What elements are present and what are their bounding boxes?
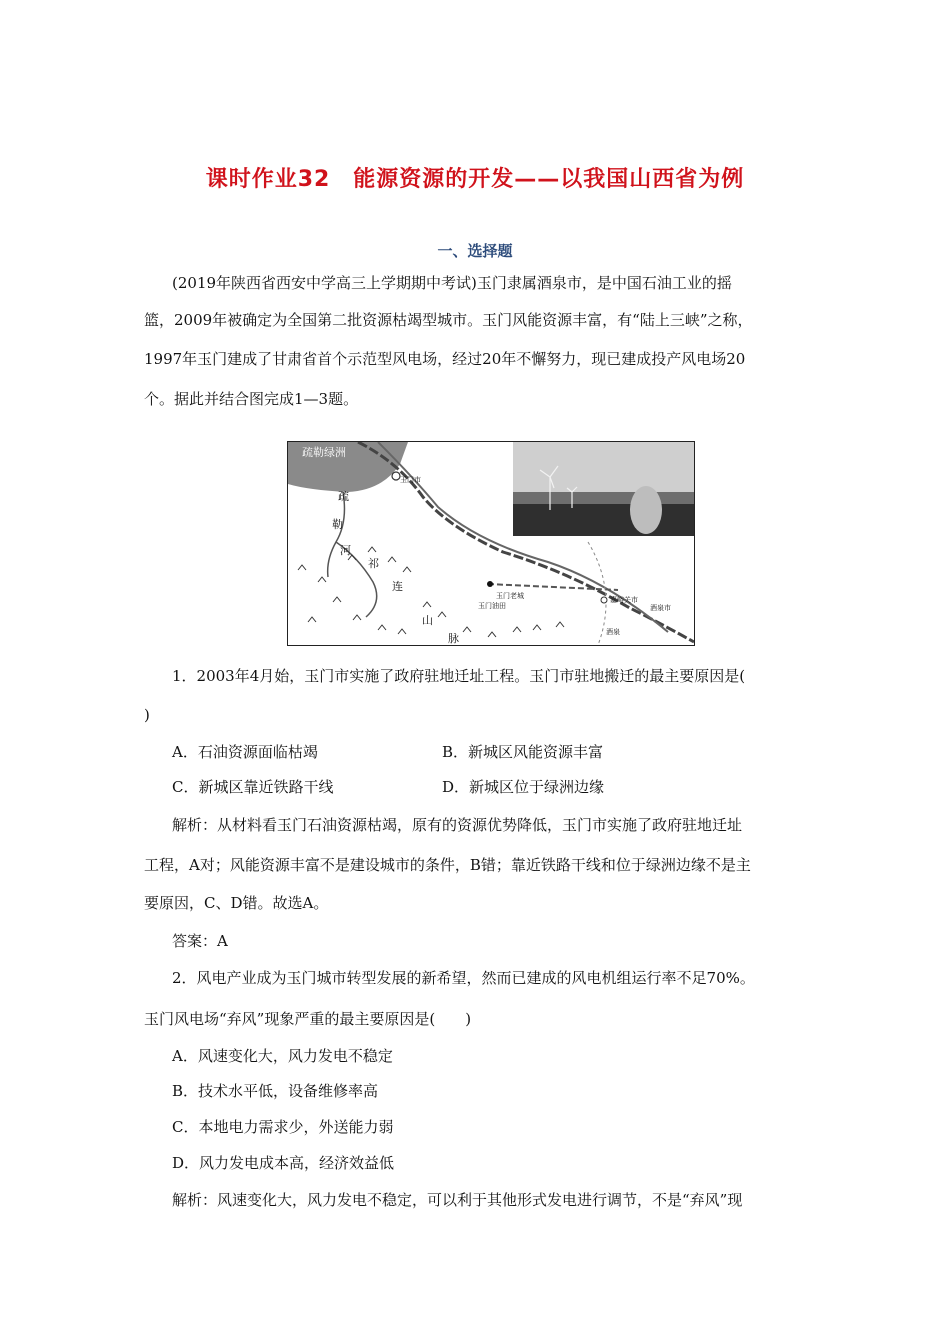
intro-line: 1997年玉门建成了甘肃省首个示范型风电场，经过20年不懈努力，现已建成投产风电场20	[144, 350, 746, 368]
map-svg	[288, 442, 694, 645]
question-stem: 玉门风电场“弃风”现象严重的最主要原因是( )	[144, 1010, 472, 1028]
mountain-label: 山	[422, 614, 433, 627]
question-stem: )	[144, 706, 150, 724]
option-a: A．风速变化大，风力发电不稳定	[172, 1047, 393, 1065]
page-title: 课时作业32 能源资源的开发——以我国山西省为例	[205, 167, 745, 192]
river-label: 河	[340, 544, 351, 557]
option-c: C．新城区靠近铁路干线	[172, 778, 334, 796]
section-heading: 一、选择题	[437, 242, 513, 260]
mountain-label: 祁	[368, 557, 379, 570]
intro-line: 篮，2009年被确定为全国第二批资源枯竭型城市。玉门风能资源丰富，有“陆上三峡”之称，	[144, 311, 753, 329]
analysis-line: 解析：风速变化大，风力发电不稳定，可以利于其他形式发电进行调节，不是“弃风”现	[172, 1191, 743, 1209]
question-stem: 2．风电产业成为玉门城市转型发展的新希望，然而已建成的风电机组运行率不足70%。	[172, 969, 755, 987]
option-d: D．新城区位于绿洲边缘	[442, 778, 605, 796]
option-c: C．本地电力需求少，外送能力弱	[172, 1118, 394, 1136]
answer-line: 答案：A	[172, 932, 228, 950]
river-label: 疏	[338, 490, 349, 503]
city-marker	[601, 597, 607, 603]
question-stem: 1．2003年4月始，玉门市实施了政府驻地迁址工程。玉门市驻地搬迁的最主要原因是(	[172, 667, 746, 685]
analysis-line: 要原因，C、D错。故选A。	[144, 894, 329, 912]
analysis-line: 工程，A对；风能资源丰富不是建设城市的条件，B错；靠近铁路干线和位于绿洲边缘不是主	[144, 856, 751, 874]
intro-line: (2019年陕西省西安中学高三上学期期中考试)玉门隶属酒泉市，是中国石油工业的摇	[172, 274, 732, 292]
place-label: 玉门油田	[478, 602, 506, 610]
oasis-label: 疏勒绿洲	[302, 446, 346, 459]
mountain-label: 脉	[448, 632, 459, 645]
place-label: 玉门市	[400, 476, 421, 484]
photo-object	[630, 486, 662, 534]
option-b: B．技术水平低，设备维修率高	[172, 1082, 379, 1100]
place-label: 嘉峪关市	[610, 596, 638, 604]
option-b: B．新城区风能资源丰富	[442, 743, 604, 761]
place-label: 酒泉	[606, 628, 620, 636]
intro-line: 个。据此并结合图完成1—3题。	[144, 390, 359, 408]
mountain-label: 连	[392, 580, 403, 593]
option-d: D．风力发电成本高，经济效益低	[172, 1154, 395, 1172]
river-label: 勒	[332, 518, 343, 531]
place-label: 酒泉市	[650, 604, 671, 612]
city-marker	[392, 472, 400, 480]
map-figure	[287, 441, 695, 646]
place-label: 玉门老城	[496, 592, 524, 600]
city-marker	[487, 581, 493, 587]
analysis-line: 解析：从材料看玉门石油资源枯竭，原有的资源优势降低，玉门市实施了政府驻地迁址	[172, 816, 743, 834]
option-a: A．石油资源面临枯竭	[172, 743, 318, 761]
